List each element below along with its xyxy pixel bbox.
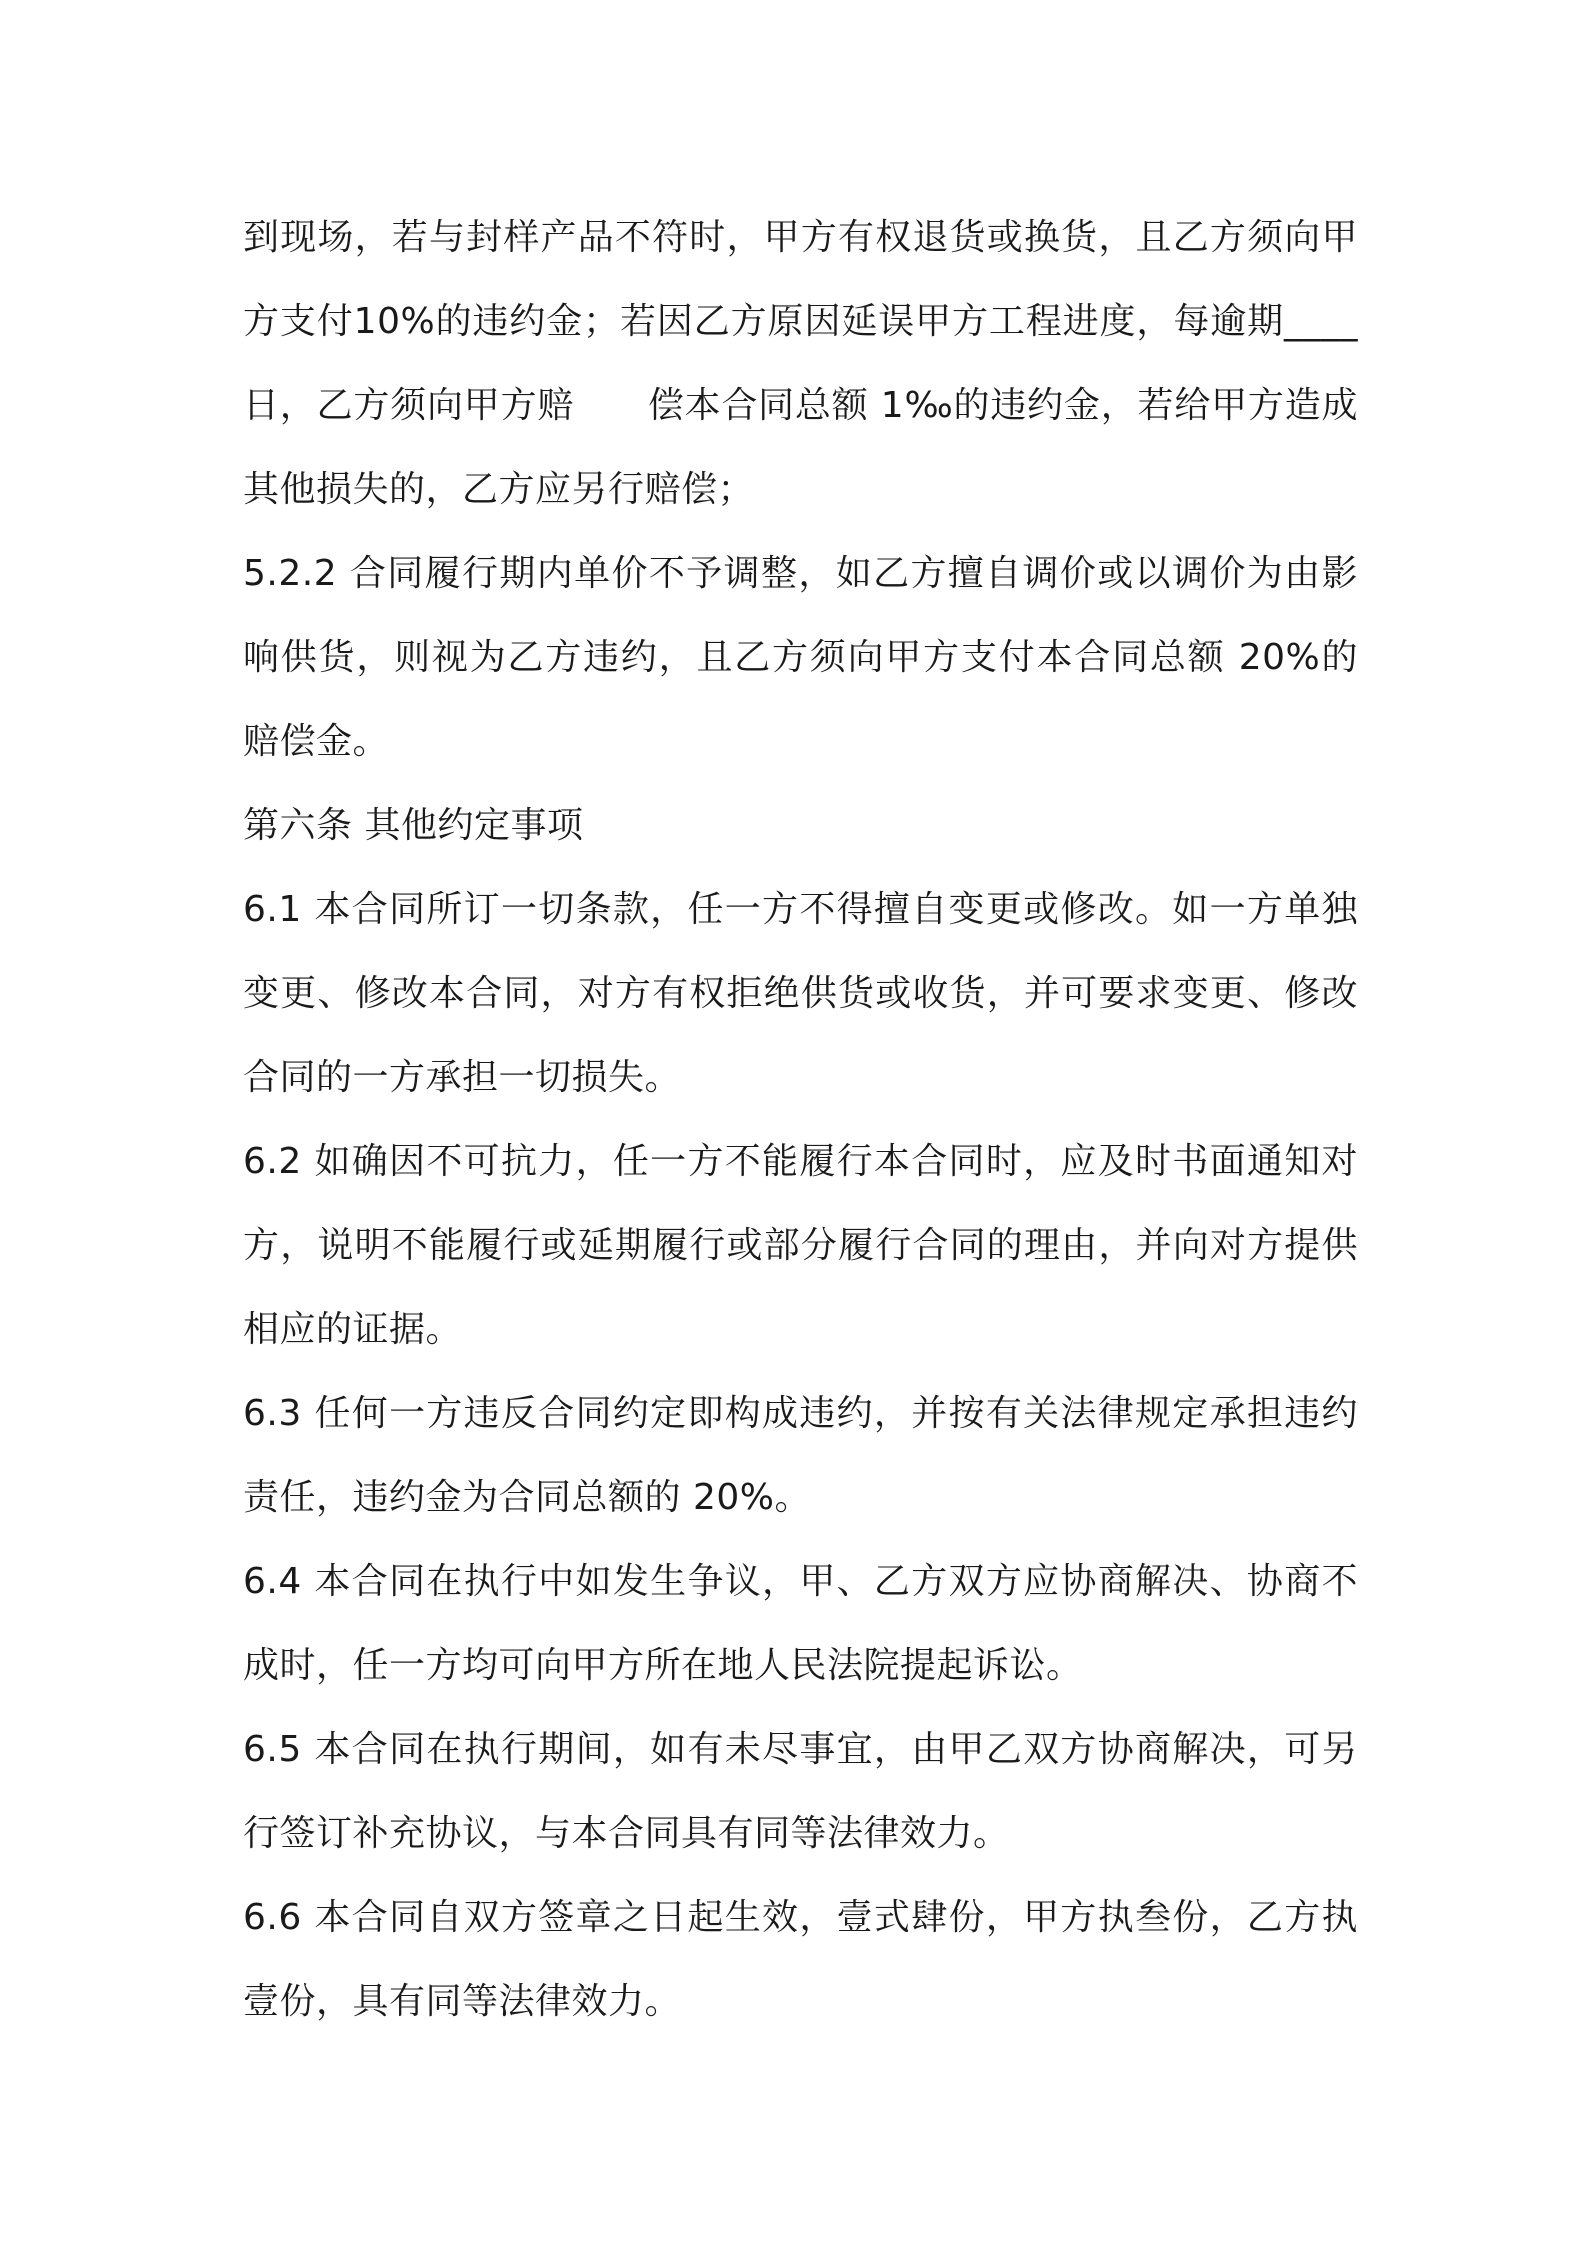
paragraph-clause-6-2: 6.2 如确因不可抗力，任一方不能履行本合同时，应及时书面通知对方，说明不能履行或延期履行或部分履行合同的理由，并向对方提供相应的证据。	[243, 1141, 1358, 1350]
paragraph-clause-5-2-2: 5.2.2 合同履行期内单价不予调整，如乙方擅自调价或以调价为由影响供货，则视为乙方违约，且乙方须向甲方支付本合同总额 20%的赔偿金。	[243, 553, 1358, 762]
paragraph-clause-6-4: 6.4 本合同在执行中如发生争议，甲、乙方双方应协商解决、协商不成时，任一方均可向甲方所在地人民法院提起诉讼。	[243, 1561, 1358, 1686]
document-body	[243, 196, 1358, 2044]
paragraph-clause-continuation: 到现场，若与封样产品不符时，甲方有权退货或换货，且乙方须向甲方支付10%的违约金；若因乙方原因延误甲方工程进度，每逾期____日，乙方须向甲方赔 偿本合同总额 1‰的违约金，若给甲方造成其他损失的，乙方应另行赔偿；	[243, 217, 1358, 510]
paragraph-clause-6-1: 6.1 本合同所订一切条款，任一方不得擅自变更或修改。如一方单独变更、修改本合同，对方有权拒绝供货或收货，并可要求变更、修改合同的一方承担一切损失。	[243, 889, 1358, 1098]
paragraph-clause-6-5: 6.5 本合同在执行期间，如有未尽事宜，由甲乙双方协商解决，可另行签订补充协议，与本合同具有同等法律效力。	[243, 1729, 1358, 1854]
paragraph-clause-6-6: 6.6 本合同自双方签章之日起生效，壹式肆份，甲方执叁份，乙方执壹份，具有同等法律效力。	[243, 1897, 1358, 2022]
article-6-heading: 第六条 其他约定事项	[243, 805, 584, 846]
paragraph-clause-6-3: 6.3 任何一方违反合同约定即构成违约，并按有关法律规定承担违约责任，违约金为合同总额的 20%。	[243, 1393, 1358, 1518]
